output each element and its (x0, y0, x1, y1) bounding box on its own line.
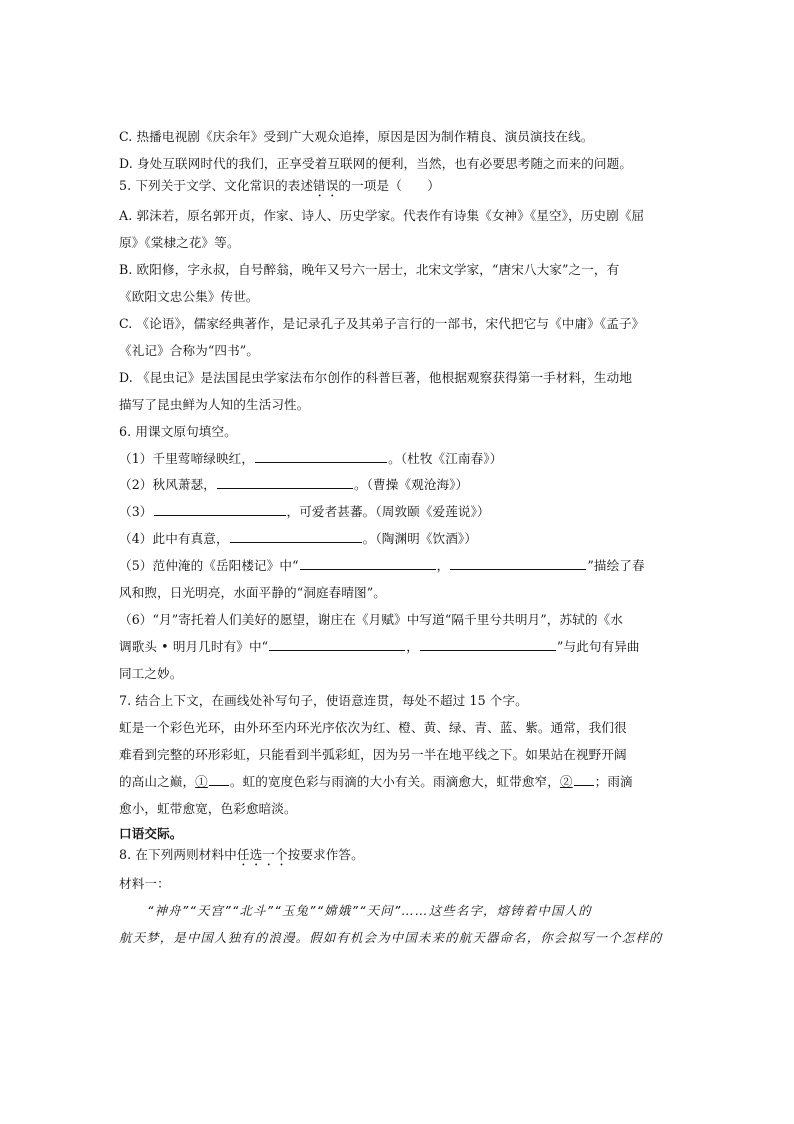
q8-emphasis: 任选一个 (236, 847, 288, 862)
section-heading-oral: 口语交际。 (119, 826, 183, 841)
q6-item-2 (119, 476, 468, 493)
q4-option-d: D. 身处互联网时代的我们，正享受着互联网的便利，当然，也有必要思考随之而来的问题。 (119, 156, 633, 171)
material-1-line2: 航天梦，是中国人独有的浪漫。假如有机会为中国未来的航天器命名，你会拟写一个怎样的 (119, 930, 663, 945)
q5-option-a-line2: 原》《棠棣之花》等。 (119, 235, 240, 250)
q7-passage-line1: 虹是一个彩色光环，由外环至内环光序依次为红、橙、黄、绿、青、蓝、紫。通常，我们很 (119, 720, 627, 735)
fill-blank[interactable] (217, 476, 353, 489)
q7-passage-line3 (119, 773, 633, 790)
q8-stem-pre: 8. 在下列两则材料中 (119, 847, 237, 862)
q5-stem-post: 的一项是（ ） (338, 178, 440, 193)
material-1-line1: “神舟”“天宫”“北斗”“玉兔”“嫦娥”“天问”……这些名字，熔铸着中国人的 (147, 903, 592, 918)
fill-blank[interactable] (574, 773, 594, 786)
q6-5-text: （5）范仲淹的《岳阳楼记》中“ (119, 558, 299, 573)
fill-blank[interactable] (420, 638, 556, 651)
q6-6-tail: ”与此句有异曲 (556, 639, 640, 654)
q6-3-num: （3） (119, 504, 153, 519)
q6-item-6-line2 (119, 638, 640, 655)
q5-option-b-line1: B. 欧阳修，字永叔，自号醉翁，晚年又号六一居士，北宋文学家，“唐宋八大家”之一，有 (119, 262, 620, 277)
blank-marker-2: ② (559, 774, 573, 789)
q6-5-tail: ”描绘了春 (587, 558, 645, 573)
q6-6-comma: ， (406, 639, 419, 654)
q6-item-6-line1: （6）“月”寄托着人们美好的愿望，谢庄在《月赋》中写道“隔千里兮共明月”，苏轼的《水 (119, 612, 623, 627)
question-6: 6. 用课文原句填空。 (119, 424, 237, 439)
q7-passage-line2: 难看到完整的环形彩虹，只能看到半弧彩虹，因为另一半在地平线之下。如果站在视野开阔 (119, 747, 627, 762)
fill-blank[interactable] (255, 450, 387, 463)
q6-1-text: （1）千里莺啼绿映红， (119, 451, 255, 466)
fill-blank[interactable] (209, 773, 229, 786)
q6-3-text: ，可爱者甚蕃。（周敦颐《爱莲说》） (286, 504, 490, 519)
q5-option-a-line1: A. 郭沫若，原名郭开贞，作家、诗人、历史学家。代表作有诗集《女神》《星空》，历史剧《屈 (119, 208, 645, 223)
q6-2-source: 。（曹操《观沧海》） (353, 477, 469, 492)
q6-item-1 (119, 450, 502, 467)
q5-option-c-line1: C. 《论语》，儒家经典著作，是记录孔子及其弟子言行的一部书，宋代把它与《中庸》《孟子》 (119, 316, 645, 331)
fill-blank[interactable] (154, 503, 286, 516)
q6-4-source: 。（陶渊明《饮酒》） (362, 531, 478, 546)
q6-item-5-line2: 风和煦，日光明亮，水面平静的“洞庭春晴图”。 (119, 585, 386, 600)
q6-1-source: 。（杜牧《江南春》） (388, 451, 503, 466)
q6-4-text: （4）此中有真意， (119, 531, 229, 546)
q6-item-6-line3: 同工之妙。 (119, 666, 183, 681)
q5-stem-pre: 5. 下列关于文学、文化常识的表述 (119, 178, 314, 193)
q5-emphasis: 错误 (313, 178, 339, 193)
q7-text-c: ；雨滴 (594, 774, 633, 789)
q6-6-text: 调歌头 • 明月几时有》中“ (119, 639, 269, 654)
question-5 (119, 177, 440, 200)
q7-passage-line4: 愈小，虹带愈宽，色彩愈暗淡。 (119, 801, 297, 816)
blank-marker-1: ① (195, 774, 208, 789)
q6-item-5 (119, 557, 645, 574)
q5-option-c-line2: 《礼记》合称为“四书”。 (119, 343, 260, 358)
q6-5-comma: ， (436, 558, 450, 573)
fill-blank[interactable] (300, 557, 436, 570)
q5-option-d-line1: D. 《昆虫记》是法国昆虫学家法布尔创作的科普巨著，他根据观察获得第一手材料，生动地 (119, 370, 633, 385)
q5-option-b-line2: 《欧阳文忠公集》传世。 (119, 289, 259, 304)
q4-option-c: C. 热播电视剧《庆余年》受到广大观众追捧，原因是因为制作精良、演员演技在线。 (119, 129, 594, 144)
q7-text-b: 。虹的宽度色彩与雨滴的大小有关。雨滴愈大，虹带愈窄， (229, 774, 560, 789)
material-1-label: 材料一： (119, 876, 170, 891)
fill-blank[interactable] (269, 638, 405, 651)
q6-item-3 (119, 503, 490, 520)
fill-blank[interactable] (450, 557, 586, 570)
question-8 (119, 846, 364, 869)
q6-2-text: （2）秋风萧瑟， (119, 477, 216, 492)
q6-item-4 (119, 530, 477, 547)
q5-option-d-line2: 描写了昆虫鲜为人知的生活习性。 (119, 397, 310, 412)
fill-blank[interactable] (230, 530, 362, 543)
q8-stem-post: 按要求作答。 (287, 847, 364, 862)
question-7: 7. 结合上下文，在画线处补写句子，使语意连贯，每处不超过 15 个字。 (119, 693, 528, 708)
q7-text-a: 的高山之巅， (119, 774, 196, 789)
